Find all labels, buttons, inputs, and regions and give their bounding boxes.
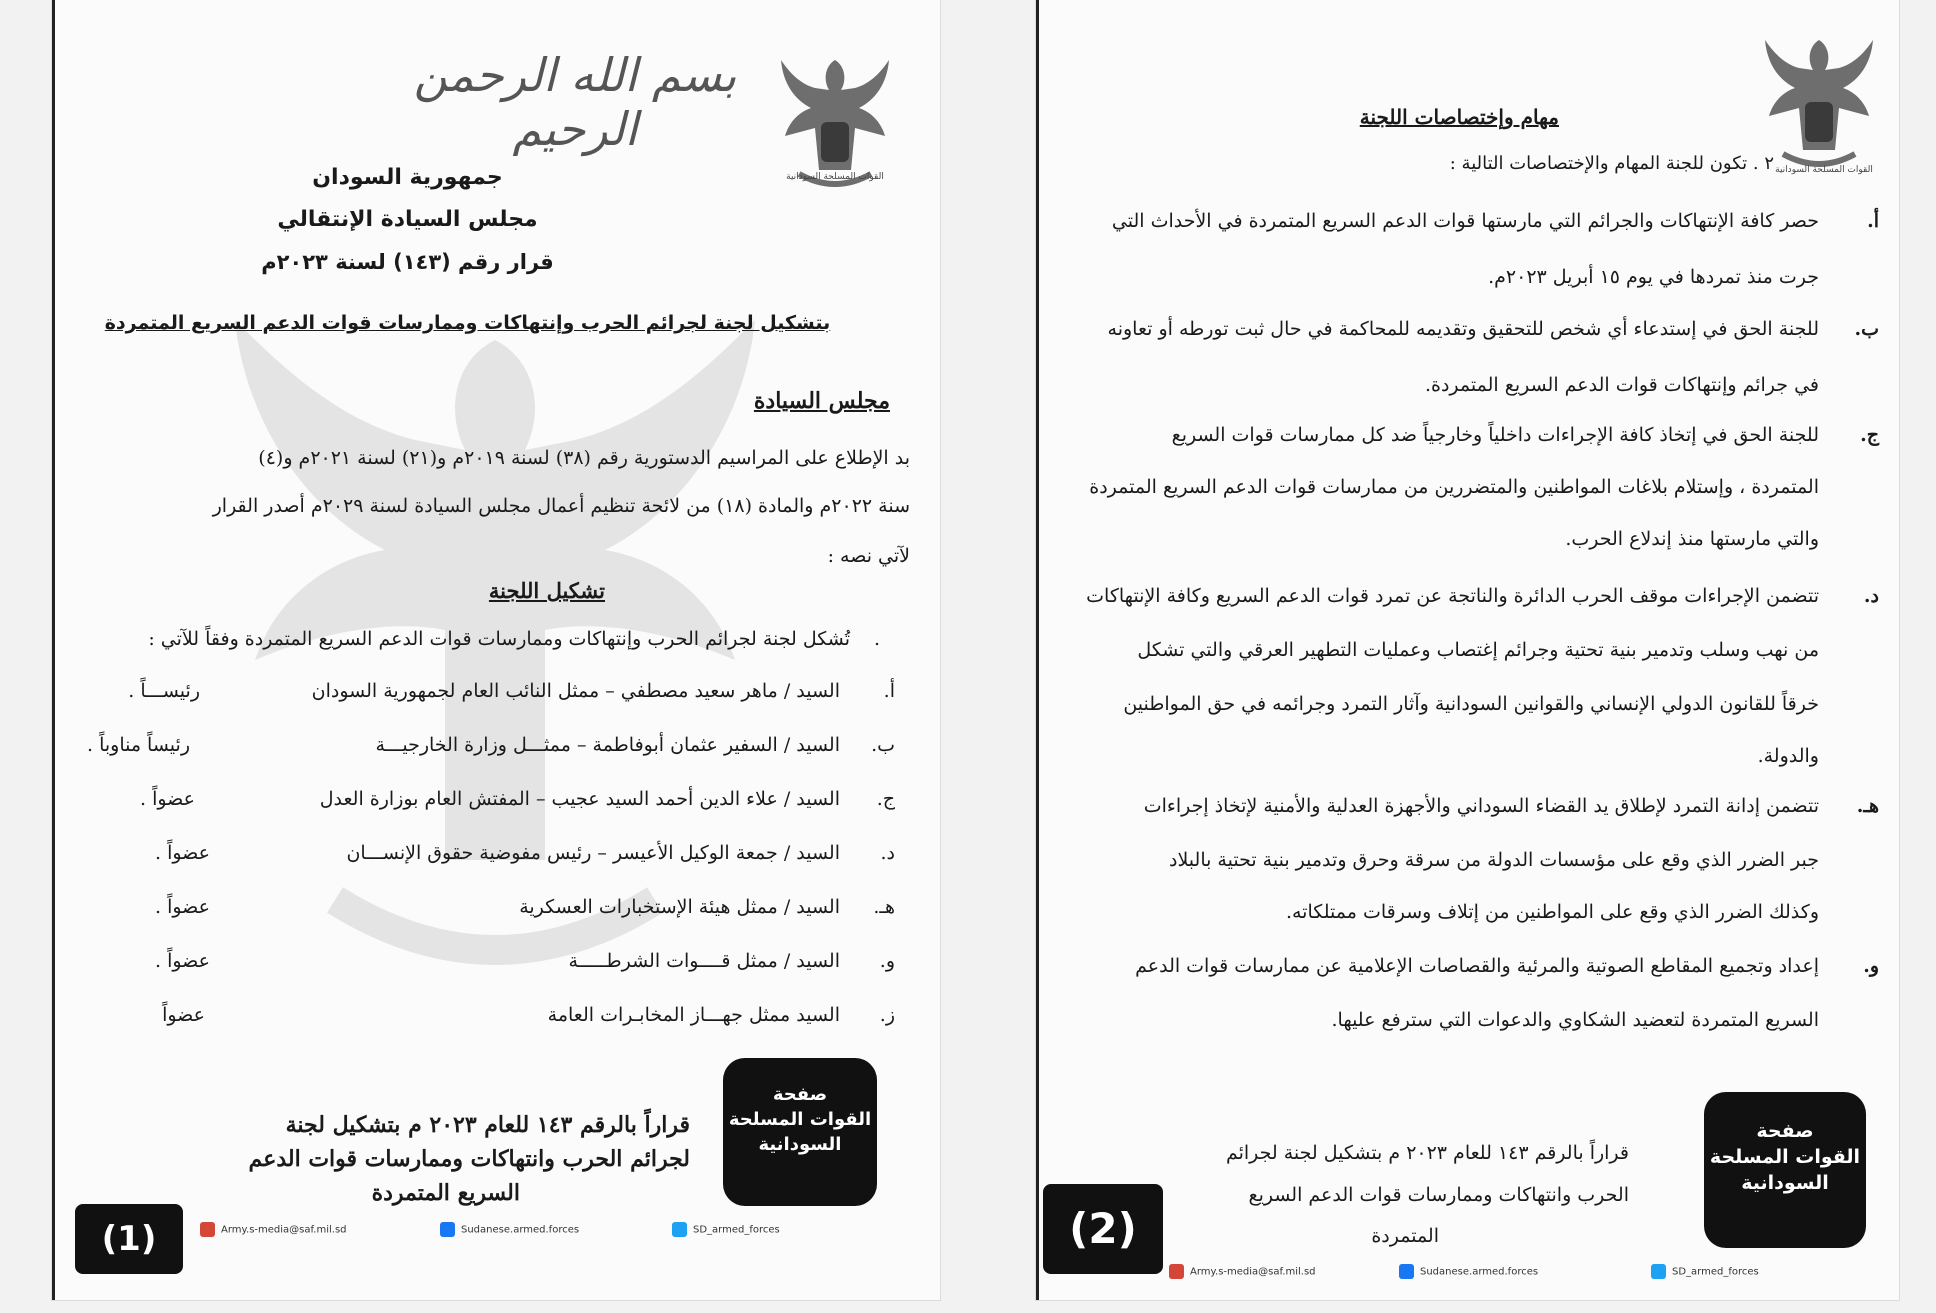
header-decree: قرار رقم (١٤٣) لسنة ٢٠٢٣م <box>261 250 554 274</box>
task-line: جبر الضرر الذي وقع على مؤسسات الدولة من سرقة وحرق وتدمير بنية تحتية بالبلاد <box>1169 849 1819 871</box>
header-subject: بتشكيل لجنة لجرائم الحرب وإنتهاكات وممارسات قوات الدعم السريع المتمردة <box>104 312 831 334</box>
member-role: رئيساً مناوباً . <box>86 734 190 756</box>
task-line: تتضمن إدانة التمرد لإطلاق يد القضاء السوداني والأجهزة العدلية والأمنية لإتخاذ إجراءات <box>1143 795 1819 817</box>
email-contact <box>1169 1264 1316 1279</box>
task-line: جرت منذ تمردها في يوم ١٥ أبريل ٢٠٢٣م. <box>1488 266 1819 288</box>
footer-caption-line-1: قراراً بالرقم ١٤٣ للعام ٢٠٢٣ م بتشكيل لجنة <box>285 1112 690 1138</box>
facebook-contact <box>1399 1264 1538 1279</box>
task-letter: د. <box>1863 585 1879 607</box>
twitter-text: SD_armed_forces <box>1672 1266 1759 1278</box>
badge-line: صفحة <box>1756 1120 1814 1142</box>
basmala: بسم الله الرحمن الرحيم <box>413 48 737 156</box>
twitter-contact <box>1651 1264 1759 1279</box>
email-text: Army.s-media@saf.mil.sd <box>1190 1266 1316 1278</box>
gmail-icon <box>200 1222 215 1237</box>
page-badge <box>723 1058 877 1206</box>
footer-caption-line-2: الحرب وانتهاكات وممارسات قوات الدعم السريع <box>1248 1184 1629 1206</box>
badge-line: القوات المسلحة <box>728 1109 872 1130</box>
emblem-caption: القوات المسلحة السودانية <box>1775 165 1873 175</box>
member-letter: أ. <box>883 680 895 702</box>
preamble-line-1: بد الإطلاع على المراسيم الدستورية رقم (٣٨) لسنة ٢٠١٩م و(٢١) لسنة ٢٠٢١م و(٤) <box>258 447 910 469</box>
member-role: عضواً . <box>155 842 210 864</box>
task-line: والدولة. <box>1757 745 1819 767</box>
member-text: السيد / ممثل قــــوات الشرطـــــة <box>568 950 840 972</box>
task-line: والتي مارستها منذ إندلاع الحرب. <box>1565 528 1819 550</box>
task-line: حصر كافة الإنتهاكات والجرائم التي مارستها قوات الدعم السريع المتمردة في الأحداث التي <box>1111 210 1819 232</box>
member-letter: ب. <box>871 734 895 756</box>
task-line: للجنة الحق في إتخاذ كافة الإجراءات داخلياً وخارجياً ضد كل ممارسات قوات السريع <box>1171 424 1819 446</box>
task-letter: و. <box>1863 955 1879 977</box>
page2-title: مهام وإختصاصات اللجنة <box>1359 105 1559 129</box>
twitter-icon <box>672 1222 687 1237</box>
member-row <box>55 896 940 936</box>
emblem-caption: القوات المسلحة السودانية <box>786 172 884 182</box>
header-council: مجلس السيادة الإنتقالي <box>277 207 538 232</box>
footer-caption-line-3: المتمردة <box>1371 1225 1439 1247</box>
member-letter: و. <box>879 950 895 972</box>
facebook-text: Sudanese.armed.forces <box>461 1224 580 1236</box>
member-role: عضواً . <box>140 788 195 810</box>
member-text: السيد / ماهر سعيد مصطفي – ممثل النائب العام لجمهورية السودان <box>311 680 840 702</box>
twitter-text: SD_armed_forces <box>693 1224 780 1236</box>
page2-intro: ٢ . تكون للجنة المهام والإختصاصات التالية : <box>1449 153 1774 174</box>
task-line: في جرائم وإنتهاكات قوات الدعم السريع المتمردة. <box>1424 374 1819 396</box>
formation-title: تشكيل اللجنة <box>488 578 605 603</box>
member-row <box>55 788 940 828</box>
task-letter: هـ. <box>1856 795 1879 817</box>
member-role: عضواً . <box>155 896 210 918</box>
member-row <box>55 950 940 990</box>
member-letter: ج. <box>876 788 895 810</box>
facebook-icon <box>1399 1264 1414 1279</box>
document-page-2 <box>1036 0 1899 1300</box>
twitter-contact <box>672 1222 780 1237</box>
member-letter: ز. <box>879 1004 895 1026</box>
task-item <box>1079 424 1879 574</box>
badge-line: السودانية <box>1741 1172 1829 1194</box>
member-letter: هـ. <box>873 896 895 918</box>
task-item <box>1079 585 1879 785</box>
footer-caption-line-1: قراراً بالرقم ١٤٣ للعام ٢٠٢٣ م بتشكيل لجنة لجرائم <box>1225 1142 1629 1164</box>
document-page-1 <box>52 0 940 1300</box>
footer-caption-line-3: السريع المتمردة <box>371 1180 520 1206</box>
member-text: السيد / علاء الدين أحمد السيد عجيب – المفتش العام بوزارة العدل <box>319 788 840 810</box>
page-badge <box>1704 1092 1866 1248</box>
task-item <box>1079 955 1879 1055</box>
member-role: عضواً <box>162 1004 205 1026</box>
gmail-icon <box>1169 1264 1184 1279</box>
member-row <box>55 680 940 720</box>
member-role: عضواً . <box>155 950 210 972</box>
member-row <box>55 734 940 774</box>
member-text: السيد / جمعة الوكيل الأعيسر – رئيس مفوضية حقوق الإنســـان <box>346 842 840 864</box>
task-item <box>1079 318 1879 408</box>
task-letter: ب. <box>1854 318 1879 340</box>
header-republic: جمهورية السودان <box>312 165 503 190</box>
badge-line: صفحة <box>772 1084 828 1105</box>
member-text: السيد / ممثل هيئة الإستخبارات العسكرية <box>519 896 840 918</box>
task-line: للجنة الحق في إستدعاء أي شخص للتحقيق وتقديمه للمحاكمة في حال ثبت تورطه أو تعاونه <box>1107 318 1819 340</box>
preamble-line-3: لآتي نصه : <box>827 545 910 567</box>
task-item <box>1079 795 1879 945</box>
badge-line: القوات المسلحة <box>1709 1146 1861 1168</box>
facebook-contact <box>440 1222 579 1237</box>
task-line: وكذلك الضرر الذي وقع على المواطنين من إتلاف وسرقات ممتلكاته. <box>1285 901 1819 923</box>
task-line: السريع المتمردة لتعضيد الشكاوي والدعوات التي سترفع عليها. <box>1331 1009 1819 1031</box>
member-text: السيد ممثل جهـــاز المخابـرات العامة <box>547 1004 840 1026</box>
task-line: إعداد وتجميع المقاطع الصوتية والمرئية والقصاصات الإعلامية عن ممارسات قوات الدعم <box>1135 955 1819 977</box>
member-role: رئيســـاً . <box>128 680 200 702</box>
task-letter: ج. <box>1860 424 1879 446</box>
member-row <box>55 842 940 882</box>
facebook-text: Sudanese.armed.forces <box>1420 1266 1539 1278</box>
badge-line: السودانية <box>758 1134 842 1155</box>
member-text: السيد / السفير عثمان أبوفاطمة – ممثـــل وزارة الخارجيـــة <box>375 734 840 756</box>
armed-forces-emblem <box>1759 32 1879 182</box>
task-letter: أ. <box>1867 210 1879 232</box>
task-line: تتضمن الإجراءات موقف الحرب الدائرة والناتجة عن تمرد قوات الدعم السريع وكافة الإنتهاكات <box>1086 585 1819 607</box>
task-item <box>1079 210 1879 300</box>
member-row <box>55 1004 940 1044</box>
page-number-label: (2) <box>1043 1184 1163 1274</box>
task-line: خرقاً للقانون الدولي الإنساني والقوانين السودانية وآثار التمرد وجرائمه في حق المواطنين <box>1123 693 1819 715</box>
twitter-icon <box>1651 1264 1666 1279</box>
page-number-label: (1) <box>75 1204 183 1274</box>
footer-caption-line-2: لجرائم الحرب وانتهاكات وممارسات قوات الدعم <box>248 1146 690 1172</box>
member-letter: د. <box>880 842 895 864</box>
task-line: من نهب وسلب وتدمير بنية تحتية وجرائم إغتصاب وعمليات التطهير العرقي والتي تشكل <box>1137 639 1819 661</box>
facebook-icon <box>440 1222 455 1237</box>
formation-intro: تُشكل لجنة لجرائم الحرب وإنتهاكات وممارسات قوات الدعم السريع المتمردة وفقاً للآتي : <box>148 628 850 650</box>
preamble-line-2: سنة ٢٠٢٢م والمادة (١٨) من لائحة تنظيم أعمال مجلس السيادة لسنة ٢٠٢٩م أصدر القرار <box>212 495 910 517</box>
formation-intro-number: . <box>873 628 880 650</box>
task-line: المتمردة ، وإستلام بلاغات المواطنين والمتضررين من ممارسات قوات الدعم السريع المتمردة <box>1089 476 1819 498</box>
email-contact <box>200 1222 347 1237</box>
section-title: مجلس السيادة <box>753 388 890 414</box>
email-text: Army.s-media@saf.mil.sd <box>221 1224 347 1236</box>
